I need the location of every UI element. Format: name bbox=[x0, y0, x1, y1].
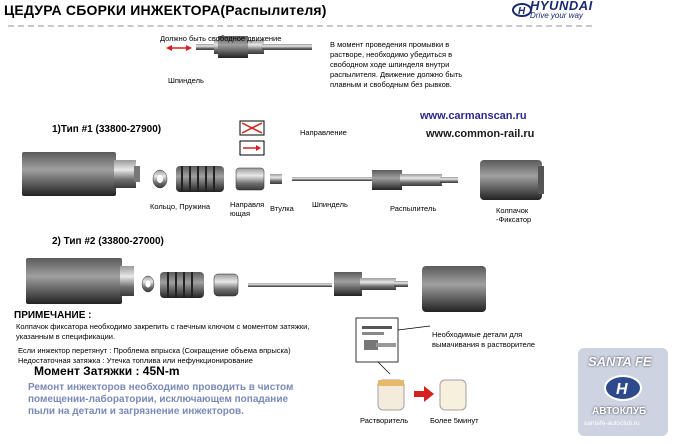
badge-title: SANTA FE bbox=[588, 354, 652, 369]
type2-ring-part bbox=[142, 276, 154, 292]
type2-spring-part bbox=[160, 272, 204, 298]
notes-line-undertight: Недостаточная затяжка : Утечка топлива или нефункционирование bbox=[18, 356, 253, 365]
spindle-label-top: Шпиндель bbox=[168, 76, 204, 85]
svg-text:H: H bbox=[518, 6, 526, 17]
spindle-label: Шпиндель bbox=[312, 200, 348, 209]
type2-spindle-part bbox=[248, 283, 332, 287]
solvent-jar-image bbox=[378, 380, 404, 410]
type1-spring-part bbox=[176, 166, 224, 192]
type1-spindle-part bbox=[292, 177, 372, 181]
direction-label: Направление bbox=[300, 128, 347, 137]
type1-cap-part bbox=[480, 160, 544, 200]
type2-nozzle-part bbox=[334, 272, 408, 296]
logo-tagline: Drive your way bbox=[530, 11, 583, 20]
solvent-label: Растворитель bbox=[360, 416, 409, 425]
type1-ring-part bbox=[153, 170, 167, 188]
notes-heading: ПРИМЕЧАНИЕ : bbox=[14, 310, 92, 321]
free-motion-arrow-icon bbox=[166, 45, 192, 51]
type2-guide-part bbox=[214, 274, 238, 296]
badge-club: АВТОКЛУБ bbox=[592, 406, 647, 417]
club-emblem-icon bbox=[603, 374, 643, 402]
flushing-note: В момент проведения промывки в растворе, необходимо убедиться в свободном ходе шпинделя внутри распылителя. Движение должно быть плавным и свободным без рывков. bbox=[330, 40, 463, 89]
cap-label: Колпачок -Фиксатор bbox=[496, 206, 532, 224]
type1-nozzle-part bbox=[372, 170, 458, 190]
notes-line-cap: Колпачок фиксатора необходимо закрепить с гаечным ключом с моментом затяжки, указанным в спецификации. bbox=[16, 322, 310, 341]
torque-spec: Момент Затяжки : 45N-m bbox=[34, 364, 180, 378]
badge-site: santafe-autoclub.ru bbox=[584, 420, 640, 427]
correct-direction-icon bbox=[240, 141, 264, 155]
type2-title: 2) Тип #2 (33800-27000) bbox=[52, 236, 164, 247]
type1-bushing-part bbox=[270, 174, 282, 184]
clean-room-note: Ремонт инжекторов необходимо проводить в чистом помещении-лаборатории, исключающем попадание пыли на детали и загрязнение инжекторов. bbox=[28, 382, 294, 417]
logo-wordmark: HYUNDAI bbox=[530, 0, 593, 13]
page-title: ЦЕДУРА СБОРКИ ИНЖЕКТОРА(Распылителя) bbox=[4, 2, 327, 18]
notes-line-overtight: Если инжектор перетянут : Проблема впрыска (Сокращение объема впрыска) bbox=[18, 346, 291, 355]
arrow-right-icon bbox=[414, 386, 434, 402]
carmanscan-link[interactable]: www.carmanscan.ru bbox=[420, 110, 527, 122]
type2-cap-part bbox=[422, 266, 486, 312]
guide-label: Направля ющая bbox=[230, 200, 265, 218]
santafe-club-badge bbox=[578, 348, 668, 436]
wrong-direction-icon bbox=[240, 121, 264, 135]
type1-injector-body bbox=[22, 152, 140, 196]
ring-spring-label: Кольцо, Пружина bbox=[150, 202, 211, 211]
type1-guide-part bbox=[236, 168, 264, 190]
svg-text:H: H bbox=[616, 381, 628, 398]
soak-time-label: Более 5минут bbox=[430, 416, 479, 425]
type1-title: 1)Тип #1 (33800-27900) bbox=[52, 124, 162, 135]
common-rail-link[interactable]: www.common-rail.ru bbox=[426, 128, 535, 140]
type2-injector-body bbox=[26, 258, 134, 304]
soak-parts-label: Необходимые детали для вымачивания в растворителе bbox=[432, 330, 536, 349]
soaked-jar-image bbox=[440, 380, 466, 410]
nozzle-label: Распылитель bbox=[390, 204, 437, 213]
bushing-label: Втулка bbox=[270, 204, 294, 213]
free-motion-label: Должно быть свободное движение bbox=[160, 34, 282, 43]
soak-parts-diagram bbox=[356, 318, 430, 374]
